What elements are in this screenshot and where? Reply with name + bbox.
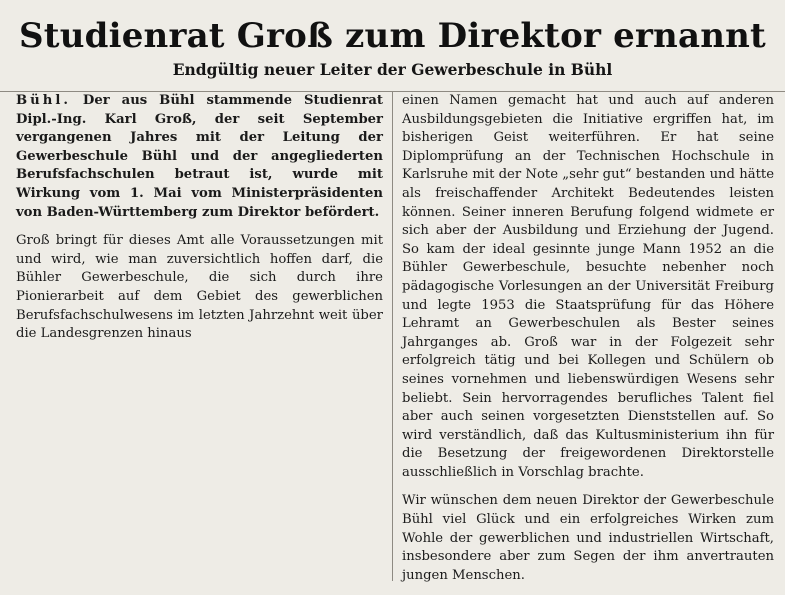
lead-text: Der aus Bühl stammende Studienrat Dipl.-Ing. Karl Groß, der seit September vergangenen Jahres mit der Leitung der Gewerbeschule Bühl und der angegliederten Berufsfachschulen betraut ist, wurde mit Wirkung vom 1. Mai vom Ministerpräsidenten von Baden-Württemberg zum Direktor befördert. bbox=[16, 93, 383, 220]
headline: Studienrat Groß zum Direktor ernannt bbox=[19, 16, 766, 56]
lead-paragraph bbox=[16, 92, 383, 222]
subheadline: Endgültig neuer Leiter der Gewerbeschule in Bühl bbox=[172, 60, 613, 79]
column-divider bbox=[392, 92, 393, 581]
dateline: Bühl. bbox=[16, 93, 71, 108]
article-column-right bbox=[402, 92, 774, 595]
article-column-left bbox=[16, 92, 383, 354]
body-paragraph-1: Groß bringt für dieses Amt alle Voraussetzungen mit und wird, wie man zuversichtlich hoffen darf, die Bühler Gewerbeschule, die sich durch ihre Pionierarbeit auf dem Gebiet des gewerblichen Berufsfachschulwesens im letzten Jahrzehnt weit über die Landesgrenzen hinaus bbox=[16, 233, 383, 342]
body-paragraph-3: Wir wünschen dem neuen Direktor der Gewerbeschule Bühl viel Glück und ein erfolgreiches Wirken zum Wohle der gewerblichen und industriellen Wirtschaft, insbesondere aber zum Segen der ihm anvertrauten jungen Menschen. bbox=[402, 493, 774, 583]
body-paragraph-2: einen Namen gemacht hat und auch auf anderen Ausbildungsgebieten die Initiative ergriffen hat, im bisherigen Geist weiterführen. Er hat seine Diplomprüfung an der Technischen Hochschule in Karlsruhe mit der Note „sehr gut“ bestanden und hätte als freischaffender Architekt Bedeutendes leisten können. Seiner inneren Berufung folgend widmete er sich aber der Ausbildung und Erziehung der Jugend. So kam der ideal gesinnte junge Mann 1952 an die Bühler Gewerbeschule, besuchte nebenher noch pädagogische Vorlesungen an der Universität Freiburg und legte 1953 die Staatsprüfung für das Höhere Lehramt an Gewerbeschulen als Bester seines Jahrganges ab. Groß war in der Folgezeit sehr erfolgreich tätig und bei Kollegen und Schülern ob seines vornehmen und liebenswürdigen Wesens sehr beliebt. Sein hervorragendes berufliches Talent fiel aber auch seinen vorgesetzten Dienststellen auf. So wird verständlich, daß das Kultusministerium ihn für die Besetzung der freigewordenen Direktorstelle ausschließlich in Vorschlag brachte. bbox=[402, 93, 774, 480]
